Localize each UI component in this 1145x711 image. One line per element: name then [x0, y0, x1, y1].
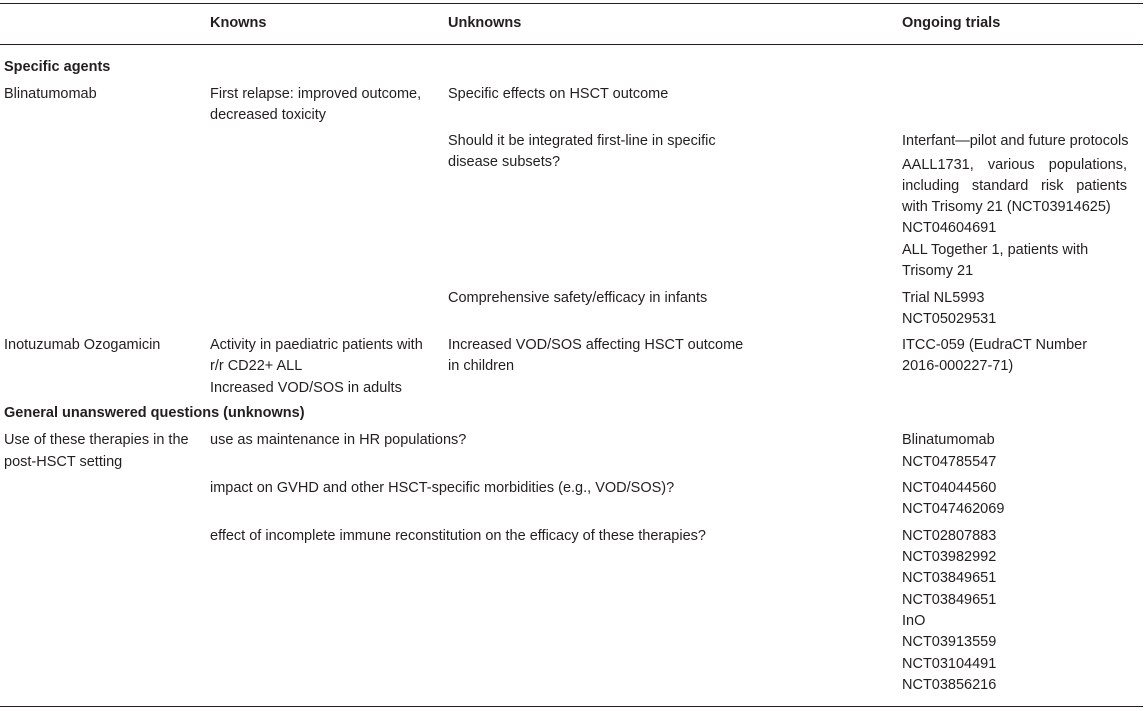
- ino-known-line-3: Increased VOD/SOS in adults: [210, 380, 402, 396]
- table-bottom-rule: [0, 706, 1143, 707]
- q3-trial-line-1: NCT02807883: [902, 528, 997, 544]
- ino-trial-line-2: 2016-000227-71): [902, 358, 1014, 374]
- q3-trial-line-6: NCT03913559: [902, 634, 997, 650]
- blina-trial-2-line-1: Interfant—pilot and future protocols: [902, 133, 1129, 149]
- header-unknowns: Unknowns: [448, 15, 522, 31]
- blina-trial-2-line-5: NCT04604691: [902, 220, 997, 236]
- q2-trial-line-1: NCT04044560: [902, 480, 997, 496]
- blina-unknown-3: Comprehensive safety/efficacy in infants: [448, 290, 708, 306]
- header-ongoing-trials: Ongoing trials: [902, 15, 1001, 31]
- section-general-questions: General unanswered questions (unknowns): [4, 405, 305, 421]
- general-question-1: use as maintenance in HR populations?: [210, 432, 467, 448]
- blina-trial-3-line-1: Trial NL5993: [902, 290, 985, 306]
- q1-trial-line-2: NCT04785547: [902, 454, 997, 470]
- q3-trial-line-5: InO: [902, 613, 926, 629]
- header-bottom-rule: [0, 44, 1143, 45]
- q3-trial-line-2: NCT03982992: [902, 549, 997, 565]
- blina-trial-2-line-4: with Trisomy 21 (NCT03914625): [902, 199, 1111, 215]
- q3-trial-line-7: NCT03104491: [902, 656, 997, 672]
- general-question-3: effect of incomplete immune reconstitution on the efficacy of these therapies?: [210, 528, 706, 544]
- q1-trial-line-1: Blinatumomab: [902, 432, 995, 448]
- blina-unknown-2-line-2: disease subsets?: [448, 154, 561, 170]
- general-setting-line-2: post-HSCT setting: [4, 454, 123, 470]
- blina-trial-3-line-2: NCT05029531: [902, 311, 997, 327]
- ino-known-line-2: r/r CD22+ ALL: [210, 358, 303, 374]
- q3-trial-line-3: NCT03849651: [902, 570, 997, 586]
- ino-trial-line-1: ITCC-059 (EudraCT Number: [902, 337, 1088, 353]
- section-specific-agents: Specific agents: [4, 59, 111, 75]
- q2-trial-line-2: NCT047462069: [902, 501, 1005, 517]
- blina-trial-2-line-6: ALL Together 1, patients with: [902, 242, 1089, 258]
- ino-unknown-line-1: Increased VOD/SOS affecting HSCT outcome: [448, 337, 744, 353]
- table-top-rule: [0, 3, 1143, 4]
- header-knowns: Knowns: [210, 15, 267, 31]
- blina-trial-2-line-2: AALL1731, various populations,: [902, 157, 1127, 173]
- blina-trial-2-line-3: including standard risk patients: [902, 178, 1127, 194]
- q3-trial-line-4: NCT03849651: [902, 592, 997, 608]
- blina-known-line-1: First relapse: improved outcome,: [210, 86, 422, 102]
- agent-inotuzumab: Inotuzumab Ozogamicin: [4, 337, 161, 353]
- q3-trial-line-8: NCT03856216: [902, 677, 997, 693]
- agent-blinatumomab: Blinatumomab: [4, 86, 97, 102]
- ino-unknown-line-2: in children: [448, 358, 515, 374]
- blina-unknown-1: Specific effects on HSCT outcome: [448, 86, 669, 102]
- ino-known-line-1: Activity in paediatric patients with: [210, 337, 423, 353]
- general-setting-line-1: Use of these therapies in the: [4, 432, 189, 448]
- general-question-2: impact on GVHD and other HSCT-specific morbidities (e.g., VOD/SOS)?: [210, 480, 675, 496]
- blina-known-line-2: decreased toxicity: [210, 107, 327, 123]
- blina-trial-2-line-7: Trisomy 21: [902, 263, 974, 279]
- blina-unknown-2-line-1: Should it be integrated first-line in specific: [448, 133, 716, 149]
